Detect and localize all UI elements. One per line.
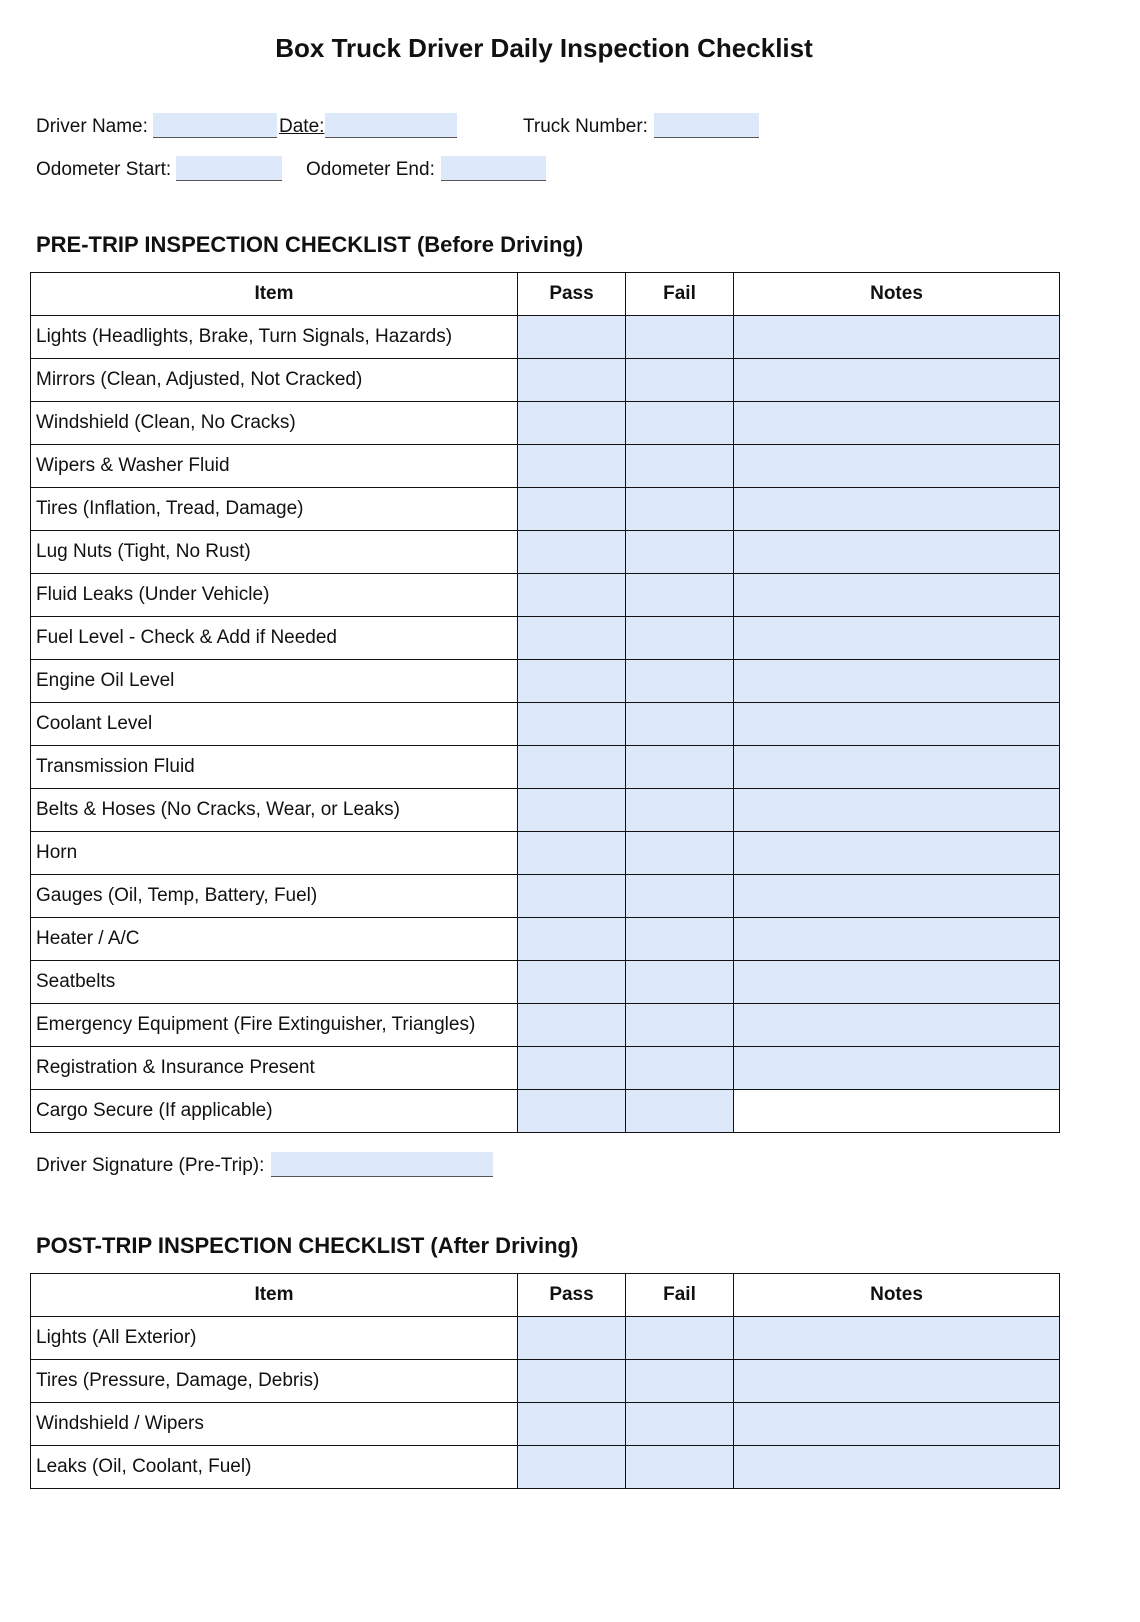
notes-field[interactable] xyxy=(734,531,1060,574)
pass-field[interactable] xyxy=(518,488,626,531)
column-header-fail: Fail xyxy=(626,273,734,316)
item-label: Coolant Level xyxy=(31,703,518,746)
item-label: Cargo Secure (If applicable) xyxy=(31,1090,518,1133)
fail-field[interactable] xyxy=(626,961,734,1004)
notes-field[interactable] xyxy=(734,918,1060,961)
pass-field[interactable] xyxy=(518,531,626,574)
item-label: Fluid Leaks (Under Vehicle) xyxy=(31,574,518,617)
item-label: Registration & Insurance Present xyxy=(31,1047,518,1090)
pass-field[interactable] xyxy=(518,961,626,1004)
page-title: Box Truck Driver Daily Inspection Checklist xyxy=(275,33,813,63)
column-header-fail: Fail xyxy=(626,1274,734,1317)
header-row xyxy=(31,1274,1060,1317)
notes-field[interactable] xyxy=(734,617,1060,660)
pre-trip-signature-label: Driver Signature (Pre-Trip): xyxy=(36,1155,265,1176)
notes-field[interactable] xyxy=(734,1004,1060,1047)
item-label: Lights (All Exterior) xyxy=(31,1317,518,1360)
notes-field[interactable] xyxy=(734,703,1060,746)
table-row xyxy=(31,746,1060,789)
item-label: Belts & Hoses (No Cracks, Wear, or Leaks) xyxy=(31,789,518,832)
fail-field[interactable] xyxy=(626,1317,734,1360)
item-label: Gauges (Oil, Temp, Battery, Fuel) xyxy=(31,875,518,918)
odometer-end-label: Odometer End: xyxy=(306,159,435,180)
notes-field[interactable] xyxy=(734,574,1060,617)
column-header-item: Item xyxy=(31,1274,518,1317)
fail-field[interactable] xyxy=(626,1403,734,1446)
odometer-end-field[interactable] xyxy=(441,156,546,181)
pass-field[interactable] xyxy=(518,1360,626,1403)
table-row xyxy=(31,617,1060,660)
item-label: Windshield / Wipers xyxy=(31,1403,518,1446)
pass-field[interactable] xyxy=(518,789,626,832)
item-label: Windshield (Clean, No Cracks) xyxy=(31,402,518,445)
pre-trip-heading: PRE-TRIP INSPECTION CHECKLIST (Before Driving) xyxy=(36,232,584,257)
fail-field[interactable] xyxy=(626,488,734,531)
item-label: Seatbelts xyxy=(31,961,518,1004)
notes-field[interactable] xyxy=(734,789,1060,832)
pass-field[interactable] xyxy=(518,918,626,961)
fail-field[interactable] xyxy=(626,445,734,488)
table-row xyxy=(31,1047,1060,1090)
column-header-notes: Notes xyxy=(734,273,1060,316)
notes-field[interactable] xyxy=(734,1446,1060,1489)
table-row xyxy=(31,875,1060,918)
fail-field[interactable] xyxy=(626,1047,734,1090)
table-row xyxy=(31,1004,1060,1047)
fail-field[interactable] xyxy=(626,316,734,359)
item-label: Emergency Equipment (Fire Extinguisher, Triangles) xyxy=(31,1004,518,1047)
fail-field[interactable] xyxy=(626,359,734,402)
table-row xyxy=(31,789,1060,832)
item-label: Leaks (Oil, Coolant, Fuel) xyxy=(31,1446,518,1489)
table-row xyxy=(31,531,1060,574)
date-field[interactable] xyxy=(325,113,457,138)
fail-field[interactable] xyxy=(626,703,734,746)
notes-field[interactable] xyxy=(734,1403,1060,1446)
notes-field[interactable] xyxy=(734,1360,1060,1403)
pass-field[interactable] xyxy=(518,1004,626,1047)
pass-field[interactable] xyxy=(518,1403,626,1446)
fail-field[interactable] xyxy=(626,402,734,445)
post-trip-heading: POST-TRIP INSPECTION CHECKLIST (After Driving) xyxy=(36,1233,579,1258)
fail-field[interactable] xyxy=(626,574,734,617)
item-label: Lights (Headlights, Brake, Turn Signals, Hazards) xyxy=(31,316,518,359)
pass-field[interactable] xyxy=(518,316,626,359)
truck-number-label: Truck Number: xyxy=(523,116,648,137)
table-row xyxy=(31,703,1060,746)
item-label: Lug Nuts (Tight, No Rust) xyxy=(31,531,518,574)
item-label: Fuel Level - Check & Add if Needed xyxy=(31,617,518,660)
driver-name-label: Driver Name: xyxy=(36,116,148,137)
table-row xyxy=(31,316,1060,359)
pre-trip-signature-field[interactable] xyxy=(271,1152,493,1177)
notes-field[interactable] xyxy=(734,359,1060,402)
fail-field[interactable] xyxy=(626,617,734,660)
notes-field xyxy=(734,1090,1060,1133)
header-row xyxy=(31,273,1060,316)
pass-field[interactable] xyxy=(518,1047,626,1090)
pass-field[interactable] xyxy=(518,875,626,918)
table-row xyxy=(31,1446,1060,1489)
fail-field[interactable] xyxy=(626,531,734,574)
pass-field[interactable] xyxy=(518,660,626,703)
item-label: Transmission Fluid xyxy=(31,746,518,789)
table-row xyxy=(31,1360,1060,1403)
item-label: Mirrors (Clean, Adjusted, Not Cracked) xyxy=(31,359,518,402)
odometer-start-field[interactable] xyxy=(176,156,282,181)
table-row xyxy=(31,660,1060,703)
table-row xyxy=(31,574,1060,617)
pre-trip-table xyxy=(30,272,1060,1133)
driver-name-field[interactable] xyxy=(153,113,277,138)
fail-field[interactable] xyxy=(626,789,734,832)
pass-field[interactable] xyxy=(518,359,626,402)
pass-field[interactable] xyxy=(518,574,626,617)
pass-field[interactable] xyxy=(518,1446,626,1489)
column-header-notes: Notes xyxy=(734,1274,1060,1317)
table-row xyxy=(31,1403,1060,1446)
pass-field[interactable] xyxy=(518,746,626,789)
table-row xyxy=(31,832,1060,875)
item-label: Tires (Inflation, Tread, Damage) xyxy=(31,488,518,531)
pass-field[interactable] xyxy=(518,402,626,445)
notes-field[interactable] xyxy=(734,832,1060,875)
item-label: Heater / A/C xyxy=(31,918,518,961)
notes-field[interactable] xyxy=(734,746,1060,789)
fail-field[interactable] xyxy=(626,746,734,789)
fail-field[interactable] xyxy=(626,1090,734,1133)
item-label: Engine Oil Level xyxy=(31,660,518,703)
table-row xyxy=(31,445,1060,488)
table-row xyxy=(31,488,1060,531)
table-row xyxy=(31,961,1060,1004)
notes-field[interactable] xyxy=(734,1047,1060,1090)
item-label: Horn xyxy=(31,832,518,875)
notes-field[interactable] xyxy=(734,961,1060,1004)
table-row xyxy=(31,1090,1060,1133)
table-row xyxy=(31,918,1060,961)
item-label: Tires (Pressure, Damage, Debris) xyxy=(31,1360,518,1403)
date-label: Date: xyxy=(279,116,325,137)
fail-field[interactable] xyxy=(626,832,734,875)
notes-field[interactable] xyxy=(734,445,1060,488)
column-header-pass: Pass xyxy=(518,1274,626,1317)
pass-field[interactable] xyxy=(518,1090,626,1133)
odometer-start-label: Odometer Start: xyxy=(36,159,172,180)
item-label: Wipers & Washer Fluid xyxy=(31,445,518,488)
fail-field[interactable] xyxy=(626,660,734,703)
truck-number-field[interactable] xyxy=(654,113,759,138)
fail-field[interactable] xyxy=(626,1360,734,1403)
pass-field[interactable] xyxy=(518,445,626,488)
pass-field[interactable] xyxy=(518,1317,626,1360)
fail-field[interactable] xyxy=(626,918,734,961)
notes-field[interactable] xyxy=(734,875,1060,918)
table-row xyxy=(31,402,1060,445)
pass-field[interactable] xyxy=(518,832,626,875)
notes-field[interactable] xyxy=(734,402,1060,445)
fail-field[interactable] xyxy=(626,1446,734,1489)
notes-field[interactable] xyxy=(734,660,1060,703)
column-header-item: Item xyxy=(31,273,518,316)
post-trip-table xyxy=(30,1273,1060,1489)
column-header-pass: Pass xyxy=(518,273,626,316)
fail-field[interactable] xyxy=(626,1004,734,1047)
fail-field[interactable] xyxy=(626,875,734,918)
table-row xyxy=(31,1317,1060,1360)
notes-field[interactable] xyxy=(734,1317,1060,1360)
table-row xyxy=(31,359,1060,402)
notes-field[interactable] xyxy=(734,316,1060,359)
pass-field[interactable] xyxy=(518,703,626,746)
pass-field[interactable] xyxy=(518,617,626,660)
notes-field[interactable] xyxy=(734,488,1060,531)
